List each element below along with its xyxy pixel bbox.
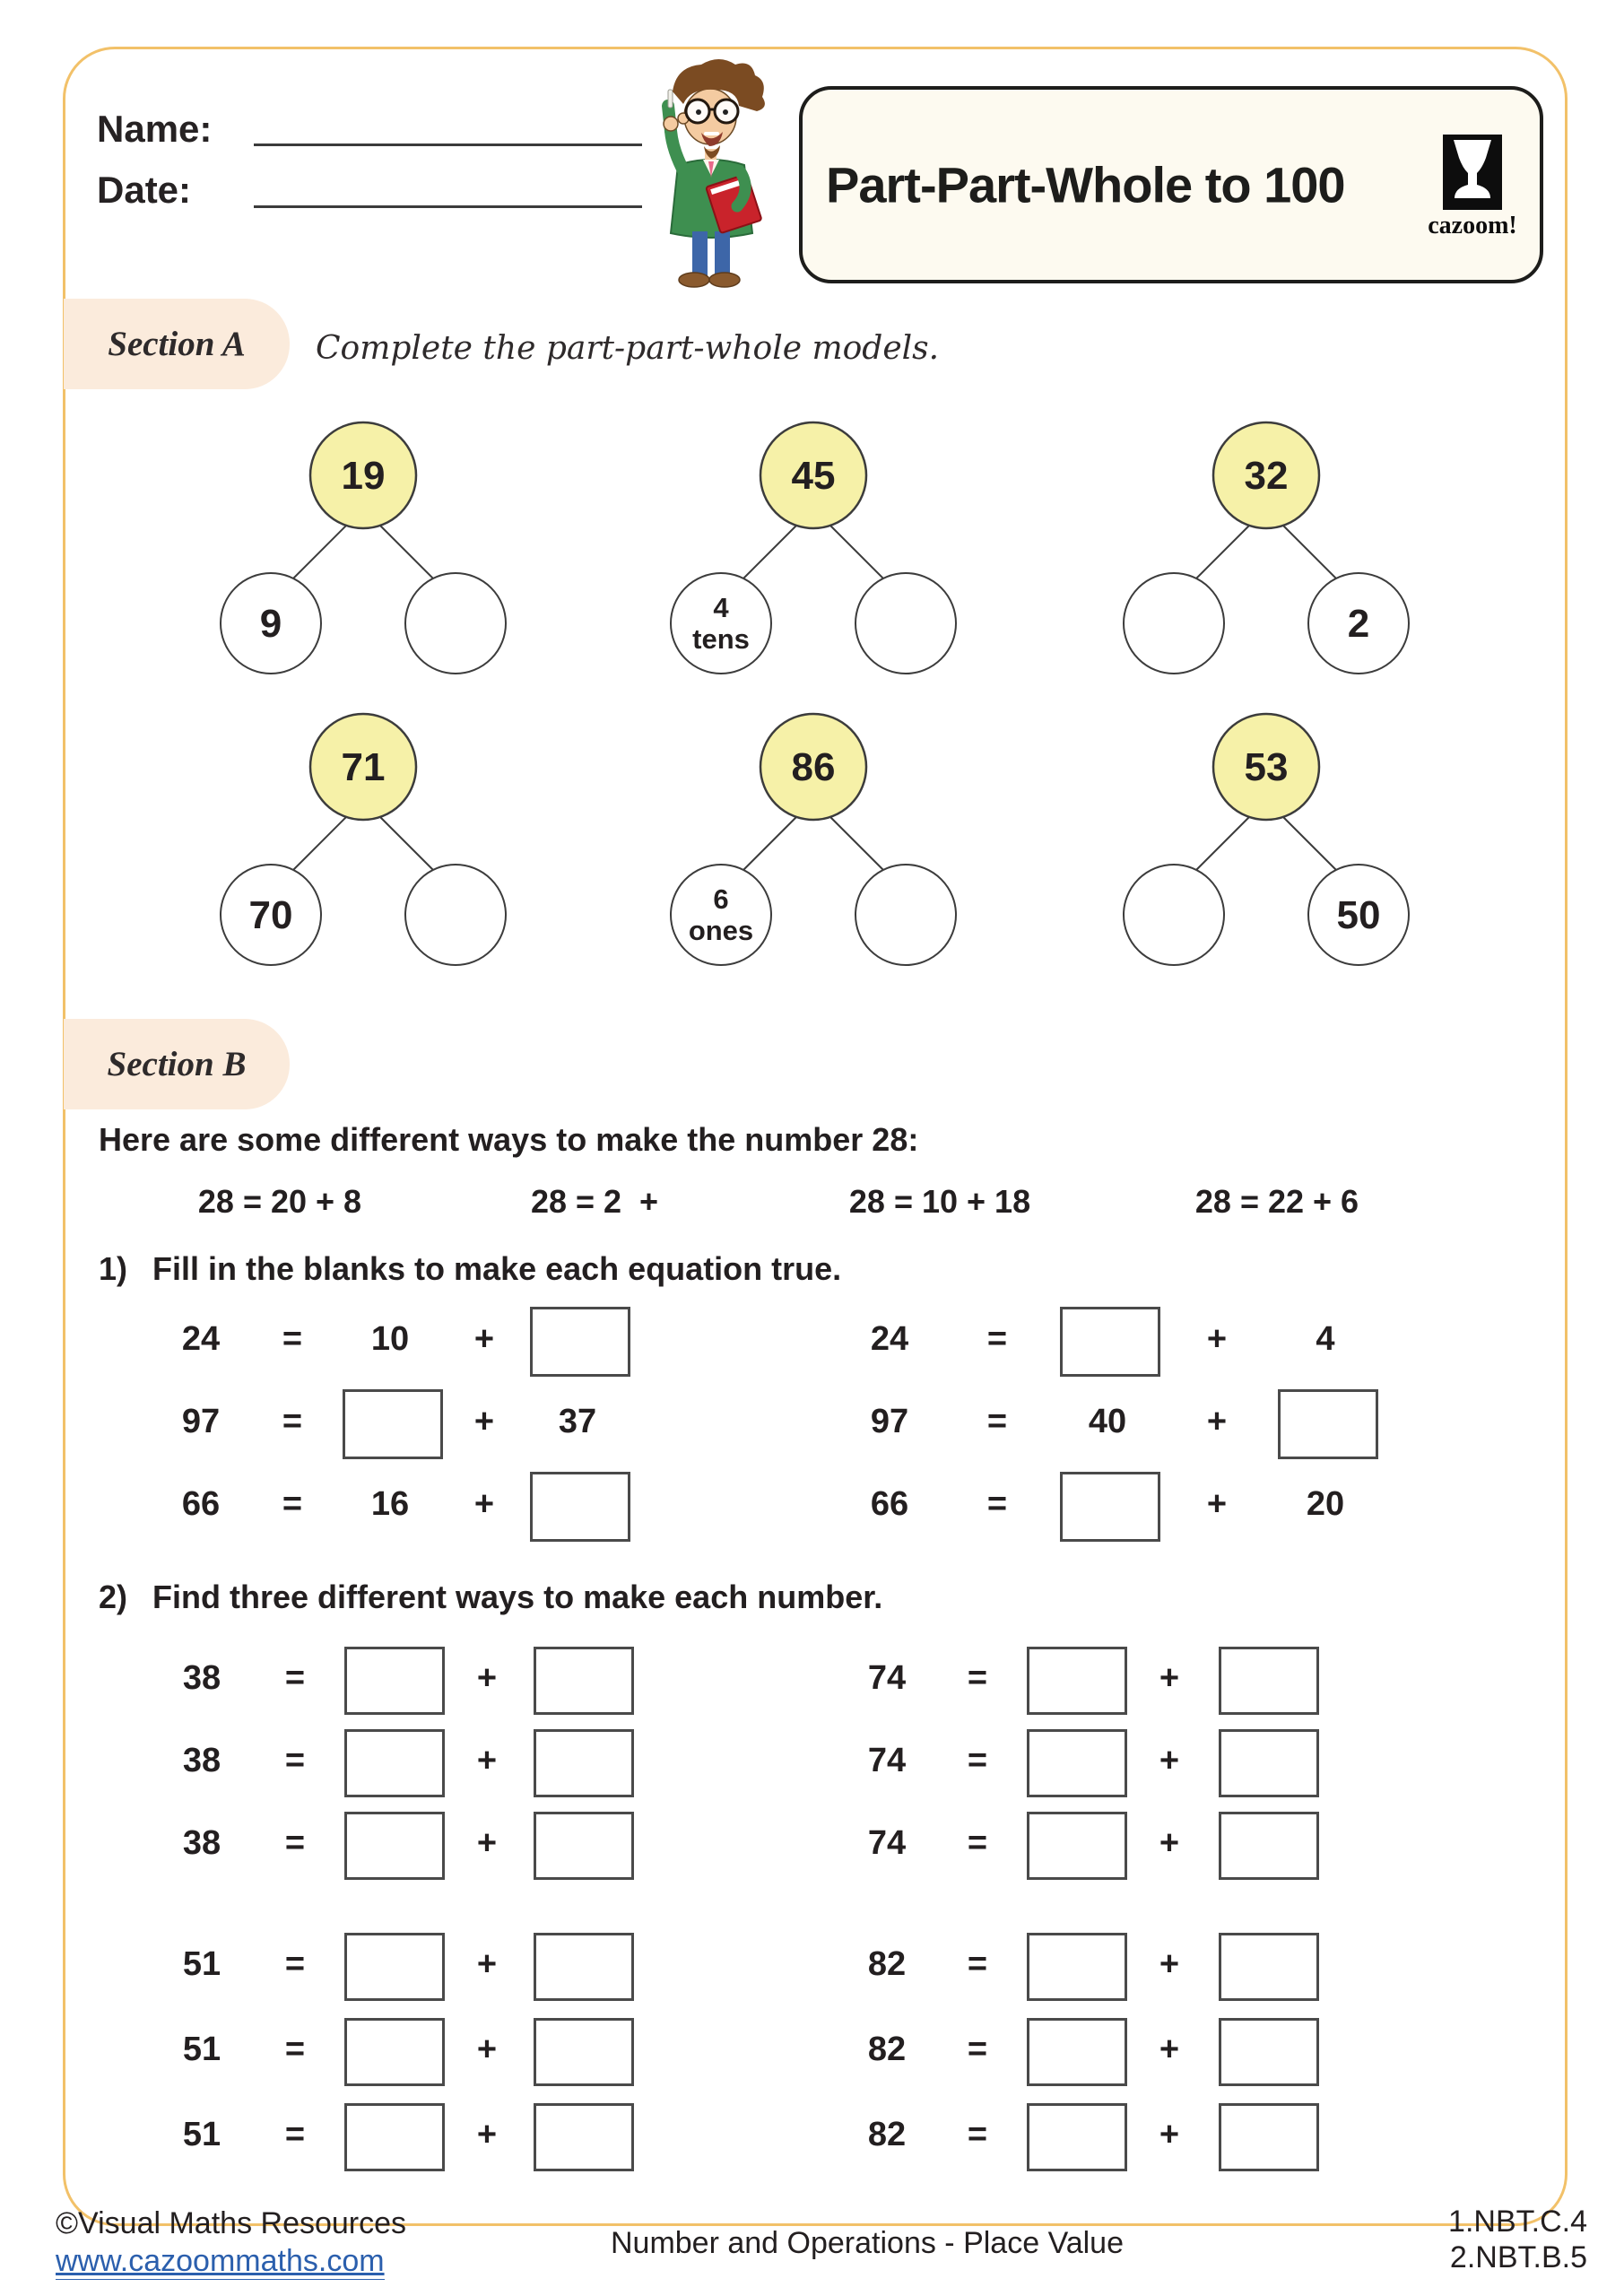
equals-sign: = xyxy=(284,1824,306,1862)
plus-sign: + xyxy=(1159,1945,1180,1983)
equation-total: 97 xyxy=(870,1403,909,1440)
answer-box[interactable] xyxy=(534,2103,634,2171)
name-line[interactable] xyxy=(254,144,642,146)
cazoom-logo-text: cazoom! xyxy=(1428,212,1517,239)
plus-sign: + xyxy=(1159,2116,1180,2153)
title-box xyxy=(799,86,1543,283)
connector-line xyxy=(379,525,433,578)
plus-sign: + xyxy=(1206,1403,1228,1440)
answer-box[interactable] xyxy=(343,1389,443,1459)
section-a-label: Section A xyxy=(64,299,290,389)
equation-total: 24 xyxy=(870,1320,909,1358)
equals-sign: = xyxy=(284,2031,306,2068)
question-number: 1) xyxy=(99,1250,128,1287)
teacher-illustration xyxy=(626,56,783,291)
connector-line xyxy=(829,525,883,578)
equation-value: 4 xyxy=(1316,1320,1335,1358)
plus-sign: + xyxy=(476,1824,498,1862)
plus-sign: + xyxy=(473,1320,495,1358)
section-a-instruction: Complete the part-part-whole models. xyxy=(316,330,940,367)
plus-sign: + xyxy=(476,2031,498,2068)
question-2-heading xyxy=(99,1578,882,1616)
equation-total: 38 xyxy=(182,1659,221,1697)
equation-total: 24 xyxy=(181,1320,221,1358)
equals-sign: = xyxy=(986,1320,1008,1358)
answer-box[interactable] xyxy=(1219,1647,1319,1715)
plus-sign: + xyxy=(1159,2031,1180,2068)
equals-sign: = xyxy=(284,1945,306,1983)
answer-box[interactable] xyxy=(344,2103,445,2171)
equals-sign: = xyxy=(967,1659,988,1697)
equals-sign: = xyxy=(284,1742,306,1779)
answer-box[interactable] xyxy=(1027,1729,1127,1797)
hand xyxy=(664,117,678,131)
plus-sign: + xyxy=(476,2116,498,2153)
equation-total: 51 xyxy=(182,2116,221,2153)
date-label: Date: xyxy=(97,169,192,211)
page-title: Part-Part-Whole to 100 xyxy=(826,156,1345,213)
plus-sign: + xyxy=(476,1742,498,1779)
connector-line xyxy=(293,816,347,870)
answer-box[interactable] xyxy=(1027,1812,1127,1880)
website-link[interactable]: www.cazoommaths.com xyxy=(56,2244,385,2278)
equation-value: 20 xyxy=(1306,1485,1345,1523)
plus-sign: + xyxy=(1206,1320,1228,1358)
answer-box[interactable] xyxy=(1027,1933,1127,2001)
equation-total: 51 xyxy=(182,1945,221,1983)
part-part-whole-model xyxy=(1096,700,1437,978)
example-equation: 28 = 22 + 6 xyxy=(1194,1183,1359,1220)
equation-value: 10 xyxy=(370,1320,410,1358)
plus-sign: + xyxy=(1206,1485,1228,1523)
answer-box[interactable] xyxy=(1027,1647,1127,1715)
connector-line xyxy=(1282,816,1336,870)
whole-value: 19 xyxy=(341,454,386,498)
answer-box[interactable] xyxy=(344,1933,445,2001)
question-prompt: Find three different ways to make each number. xyxy=(152,1578,883,1615)
part-answer-circle[interactable] xyxy=(855,865,956,965)
equation-total: 66 xyxy=(870,1485,909,1523)
equals-sign: = xyxy=(967,2031,988,2068)
shoe xyxy=(709,273,740,287)
answer-box[interactable] xyxy=(344,2018,445,2086)
answer-box[interactable] xyxy=(534,2018,634,2086)
equation-total: 74 xyxy=(867,1742,907,1779)
equation-total: 38 xyxy=(182,1742,221,1779)
answer-box[interactable] xyxy=(530,1472,630,1542)
answer-box[interactable] xyxy=(1060,1307,1160,1377)
plus-sign: + xyxy=(1159,1824,1180,1862)
answer-box[interactable] xyxy=(534,1647,634,1715)
part-value: 4 tens xyxy=(692,592,750,655)
equation-total: 82 xyxy=(867,2116,907,2153)
equation-total: 82 xyxy=(867,2031,907,2068)
section-b-label: Section B xyxy=(64,1019,290,1109)
equals-sign: = xyxy=(282,1403,303,1440)
answer-box[interactable] xyxy=(1219,1933,1319,2001)
answer-box[interactable] xyxy=(1219,1812,1319,1880)
connector-line xyxy=(829,816,883,870)
part-part-whole-model xyxy=(643,408,984,686)
part-part-whole-model xyxy=(643,700,984,978)
equation-value: 16 xyxy=(370,1485,410,1523)
answer-box[interactable] xyxy=(1060,1472,1160,1542)
section-b-intro: Here are some different ways to make the number 28: xyxy=(99,1121,919,1158)
connector-line xyxy=(1282,525,1336,578)
plus-sign: + xyxy=(473,1485,495,1523)
whole-value: 45 xyxy=(791,454,836,498)
part-value: 9 xyxy=(259,602,282,646)
copyright-text: ©Visual Maths Resources xyxy=(56,2206,407,2240)
equation-total: 66 xyxy=(181,1485,221,1523)
equals-sign: = xyxy=(967,1742,988,1779)
equals-sign: = xyxy=(967,2116,988,2153)
name-label: Name: xyxy=(97,108,213,150)
standard-code-2: 2.NBT.B.5 xyxy=(1449,2240,1587,2274)
equals-sign: = xyxy=(967,1824,988,1862)
answer-box[interactable] xyxy=(344,1647,445,1715)
connector-line xyxy=(743,525,797,578)
equation-value: 40 xyxy=(1088,1403,1127,1440)
footer-category: Number and Operations - Place Value xyxy=(610,2226,1125,2260)
whole-value: 71 xyxy=(341,745,386,789)
equals-sign: = xyxy=(282,1485,303,1523)
connector-line xyxy=(1196,525,1250,578)
plus-sign: + xyxy=(473,1403,495,1440)
plus-sign: + xyxy=(1159,1659,1180,1697)
example-equation: 28 = 20 + 8 xyxy=(197,1183,362,1220)
standard-code-1: 1.NBT.C.4 xyxy=(1448,2205,1587,2239)
equals-sign: = xyxy=(284,1659,306,1697)
answer-box[interactable] xyxy=(1219,1729,1319,1797)
part-answer-circle[interactable] xyxy=(855,573,956,674)
question-number: 2) xyxy=(99,1578,128,1615)
equation-total: 97 xyxy=(181,1403,221,1440)
answer-box[interactable] xyxy=(1027,2018,1127,2086)
chalk xyxy=(668,90,673,108)
connector-line xyxy=(743,816,797,870)
part-value: 6 ones xyxy=(688,883,754,946)
whole-value: 32 xyxy=(1244,454,1289,498)
answer-box[interactable] xyxy=(344,1812,445,1880)
answer-box[interactable] xyxy=(534,1812,634,1880)
question-prompt: Fill in the blanks to make each equation true. xyxy=(152,1250,842,1287)
answer-box[interactable] xyxy=(1278,1389,1378,1459)
answer-box[interactable] xyxy=(1219,2103,1319,2171)
plus-sign: + xyxy=(1159,1742,1180,1779)
connector-line xyxy=(1196,816,1250,870)
part-answer-circle[interactable] xyxy=(1124,573,1224,674)
answer-box[interactable] xyxy=(1219,2018,1319,2086)
leg xyxy=(692,231,708,276)
plus-sign: + xyxy=(476,1945,498,1983)
example-equation: 28 = 2 + xyxy=(530,1183,659,1220)
part-answer-circle[interactable] xyxy=(1124,865,1224,965)
equation-total: 82 xyxy=(867,1945,907,1983)
equals-sign: = xyxy=(986,1485,1008,1523)
cazoom-logo-icon xyxy=(1443,135,1502,210)
question-1-heading xyxy=(99,1250,841,1288)
equation-total: 38 xyxy=(182,1824,221,1862)
part-answer-circle[interactable] xyxy=(405,865,506,965)
answer-box[interactable] xyxy=(530,1307,630,1377)
part-answer-circle[interactable] xyxy=(405,573,506,674)
equals-sign: = xyxy=(282,1320,303,1358)
equals-sign: = xyxy=(967,1945,988,1983)
part-value: 2 xyxy=(1347,602,1370,646)
connector-line xyxy=(293,525,347,578)
equation-total: 74 xyxy=(867,1659,907,1697)
connector-line xyxy=(379,816,433,870)
answer-box[interactable] xyxy=(534,1729,634,1797)
equals-sign: = xyxy=(986,1403,1008,1440)
answer-box[interactable] xyxy=(534,1933,634,2001)
answer-box[interactable] xyxy=(344,1729,445,1797)
part-part-whole-model xyxy=(1096,408,1437,686)
equation-total: 74 xyxy=(867,1824,907,1862)
plus-sign: + xyxy=(476,1659,498,1697)
answer-box[interactable] xyxy=(1027,2103,1127,2171)
example-equation: 28 = 10 + 18 xyxy=(848,1183,1031,1220)
whole-value: 86 xyxy=(791,745,836,789)
part-value: 50 xyxy=(1336,893,1381,937)
part-part-whole-model xyxy=(193,700,534,978)
part-part-whole-model xyxy=(193,408,534,686)
equation-total: 51 xyxy=(182,2031,221,2068)
shoe xyxy=(679,273,709,287)
whole-value: 53 xyxy=(1244,745,1289,789)
date-line[interactable] xyxy=(254,205,642,208)
part-value: 70 xyxy=(248,893,293,937)
equation-value: 37 xyxy=(558,1403,597,1440)
equals-sign: = xyxy=(284,2116,306,2153)
leg xyxy=(715,231,730,276)
goblet-icon xyxy=(1443,135,1502,210)
